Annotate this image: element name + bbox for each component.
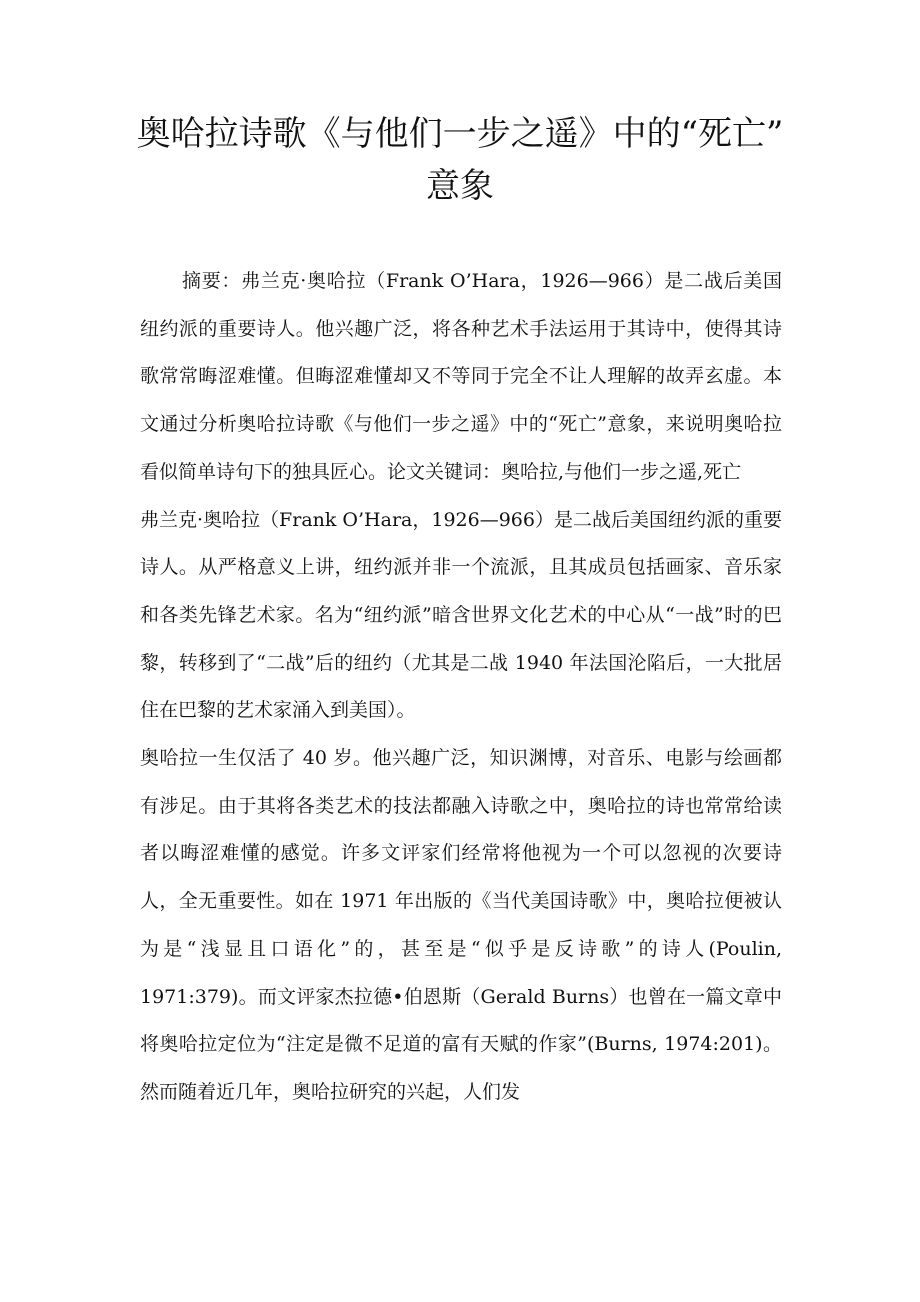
title-line-1: 奥哈拉诗歌《与他们一步之遥》中的“死亡” [136, 114, 784, 154]
title-line-2: 意象 [426, 166, 494, 206]
document-body [140, 258, 782, 1117]
body-paragraph-1: 弗兰克·奥哈拉（Frank O’Hara，1926—966）是二战后美国纽约派的重要诗人。从严格意义上讲，纽约派并非一个流派，且其成员包括画家、音乐家和各类先锋艺术家。名为“纽约派”暗含世界文化艺术的中心从“一战”时的巴黎，转移到了“二战”后的纽约（尤其是二战 1940 年法国沦陷后，一大批居住在巴黎的艺术家涌入到美国）。 [140, 508, 782, 722]
abstract-paragraph: 摘要：弗兰克·奥哈拉（Frank O’Hara，1926—966）是二战后美国纽约派的重要诗人。他兴趣广泛，将各种艺术手法运用于其诗中，使得其诗歌常常晦涩难懂。但晦涩难懂却又不等同于完全不让人理解的故弄玄虚。本文通过分析奥哈拉诗歌《与他们一步之遥》中的“死亡”意象，来说明奥哈拉看似简单诗句下的独具匠心。论文关键词：奥哈拉,与他们一步之遥,死亡 [140, 270, 782, 483]
body-paragraph-2: 奥哈拉一生仅活了 40 岁。他兴趣广泛，知识渊博，对音乐、电影与绘画都有涉足。由于其将各类艺术的技法都融入诗歌之中，奥哈拉的诗也常常给读者以晦涩难懂的感觉。许多文评家们经常将他视为一个可以忽视的次要诗人，全无重要性。如在 1971 年出版的《当代美国诗歌》中，奥哈拉便被认为是“浅显且口语化”的，甚至是“似乎是反诗歌”的诗人(Poulin, 1971:379)。而文评家杰拉德•伯恩斯（Gerald Burns）也曾在一篇文章中将奥哈拉定位为“注定是微不足道的富有天赋的作家”(Burns, 1974:201)。然而随着近几年，奥哈拉研究的兴起，人们发 [140, 747, 782, 1103]
document-title [110, 108, 810, 212]
